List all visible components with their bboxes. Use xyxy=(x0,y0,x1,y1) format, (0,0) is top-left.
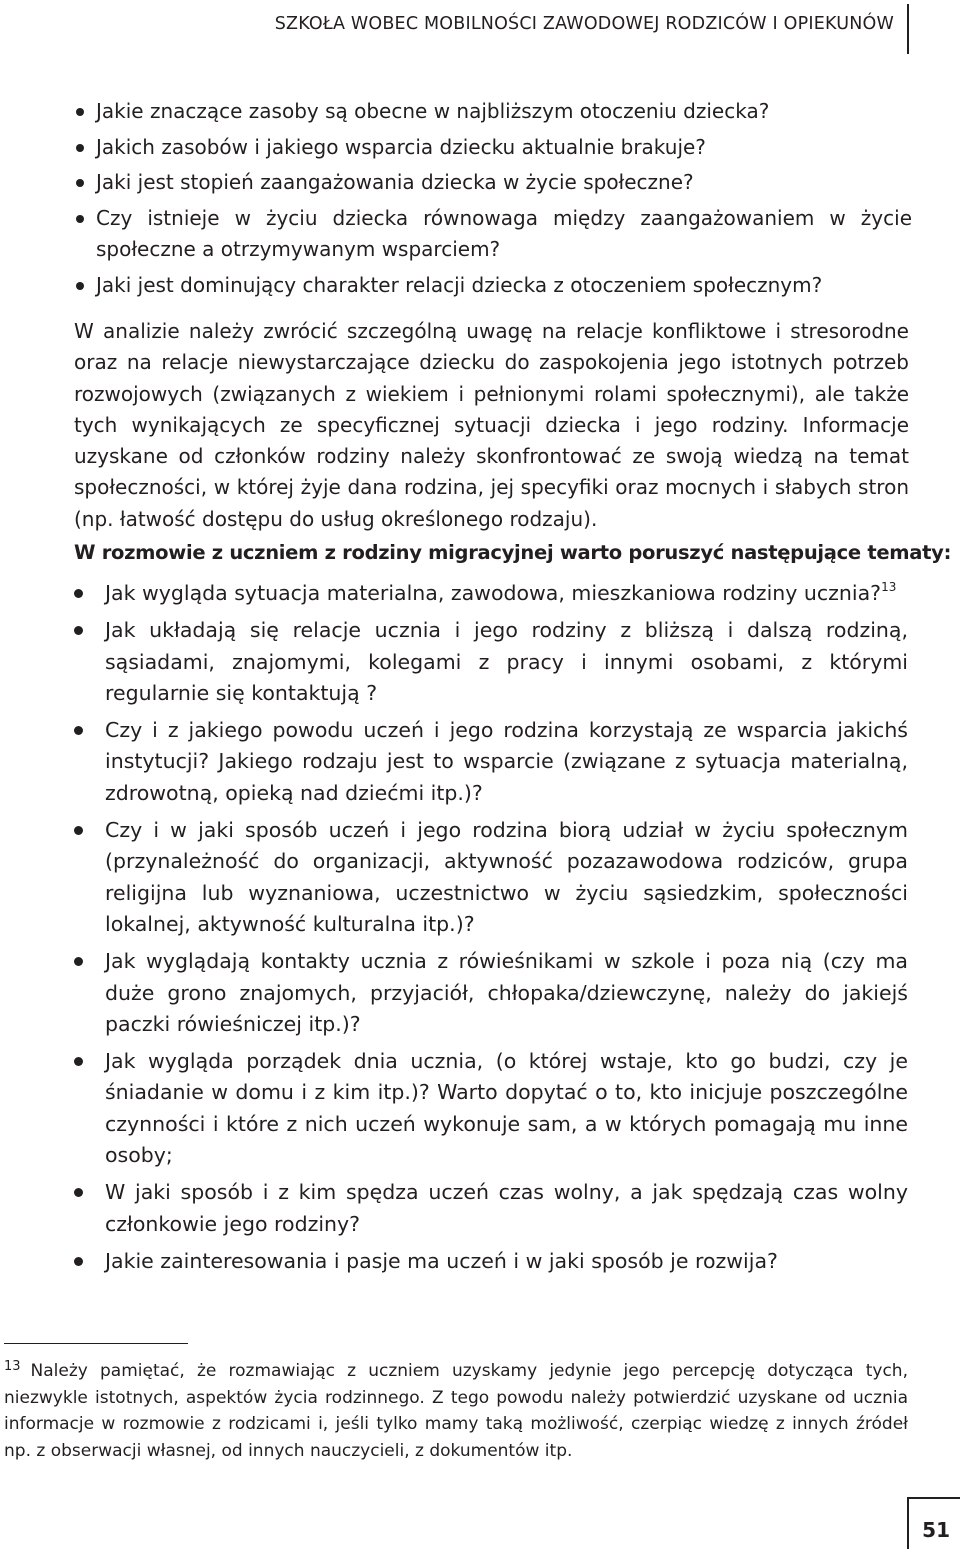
list-item: Jak układają się relacje ucznia i jego rodziny z bliższą i dalszą rodziną, sąsiadami, znajomymi, kolegami z pracy i innymi osobami, z którymi regularnie się kontaktują ? xyxy=(74,615,908,709)
topics-list xyxy=(74,578,908,1277)
page-number: 51 xyxy=(922,1518,950,1542)
questions-list xyxy=(74,96,912,301)
list-item: W jaki sposób i z kim spędza uczeń czas wolny, a jak spędzają czas wolny członkowie jego rodziny? xyxy=(74,1177,908,1240)
footnote-reference: 13 xyxy=(881,580,897,594)
footnote-number: 13 xyxy=(4,1359,21,1374)
running-header: SZKOŁA WOBEC MOBILNOŚCI ZAWODOWEJ RODZICÓW I OPIEKUNÓW xyxy=(274,14,894,34)
list-item: Czy i w jaki sposób uczeń i jego rodzina biorą udział w życiu społecznym (przynależność do organizacji, aktywność pozazawodowa rodziców, grupa religijna lub wyznaniowa, uczestnictwo w życiu sąsiedzkim, społeczności lokalnej, aktywność kulturalna itp.)? xyxy=(74,815,908,940)
list-item-text: Jak wygląda sytuacja materialna, zawodowa, mieszkaniowa rodziny ucznia? xyxy=(105,581,882,605)
body-paragraph: W analizie należy zwrócić szczególną uwagę na relacje konfliktowe i stresorodne oraz na relacje niewystarczające dziecku do zaspokojenia jego istotnych potrzeb rozwojowych (związanych z wiekiem i pełnionymi rolami społecznymi), ale także tych wynikających ze specyficznej sytuacji dziecka i jego rodziny. Informacje uzyskane od członków rodziny należy skonfrontować ze swoją wiedzą na temat społeczności, w której żyje dana rodzina, jej specyfiki oraz mocnych i słabych stron (np. łatwość dostępu do usług określonego rodzaju). xyxy=(74,319,909,531)
footnote-separator xyxy=(4,1343,188,1344)
header-vertical-rule xyxy=(907,4,909,54)
footnote xyxy=(4,1358,908,1464)
list-item: Czy istnieje w życiu dziecka równowaga między zaangażowaniem w życie społeczne a otrzymywanym wsparciem? xyxy=(74,203,912,266)
list-item: Jaki jest dominujący charakter relacji dziecka z otoczeniem społecznym? xyxy=(74,270,912,302)
list-item: Jakie znaczące zasoby są obecne w najbliższym otoczeniu dziecka? xyxy=(74,96,912,128)
list-item: Jakie zainteresowania i pasje ma uczeń i w jaki sposób je rozwija? xyxy=(74,1246,908,1277)
section-subheading: W rozmowie z uczniem z rodziny migracyjnej warto poruszyć następujące tematy: xyxy=(74,541,952,564)
footnote-text: Należy pamiętać, że rozmawiając z uczniem uzyskamy jedynie jego percepcję dotycząca tych, niezwykle istotnych, aspektów życia rodzinnego. Z tego powodu należy potwierdzić uzyskane od ucznia informacje w rozmowie z rodzicami i, jeśli tylko mamy taką możliwość, czerpiąc wiedzę z innych źródeł np. z obserwacji własnej, od innych nauczycieli, z dokumentów itp. xyxy=(4,1361,908,1461)
list-item: Jak wygląda porządek dnia ucznia, (o której wstaje, kto go budzi, czy je śniadanie w domu i z kim itp.)? Warto dopytać o to, kto inicjuje poszczególne czynności i które z nich uczeń wykonuje sam, a w których pomagają mu inne osoby; xyxy=(74,1046,908,1171)
list-item: Jaki jest stopień zaangażowania dziecka w życie społeczne? xyxy=(74,167,912,199)
list-item: Czy i z jakiego powodu uczeń i jego rodzina korzystają ze wsparcia jakichś instytucji? Jakiego rodzaju jest to wsparcie (związane z sytuacja materialną, zdrowotną, opieką nad dziećmi itp.)? xyxy=(74,715,908,809)
list-item xyxy=(74,578,908,609)
list-item: Jakich zasobów i jakiego wsparcia dziecku aktualnie brakuje? xyxy=(74,132,912,164)
list-item: Jak wyglądają kontakty ucznia z rówieśnikami w szkole i poza nią (czy ma duże grono znajomych, przyjaciół, chłopaka/dziewczynę, należy do jakiejś paczki rówieśniczej itp.)? xyxy=(74,946,908,1040)
